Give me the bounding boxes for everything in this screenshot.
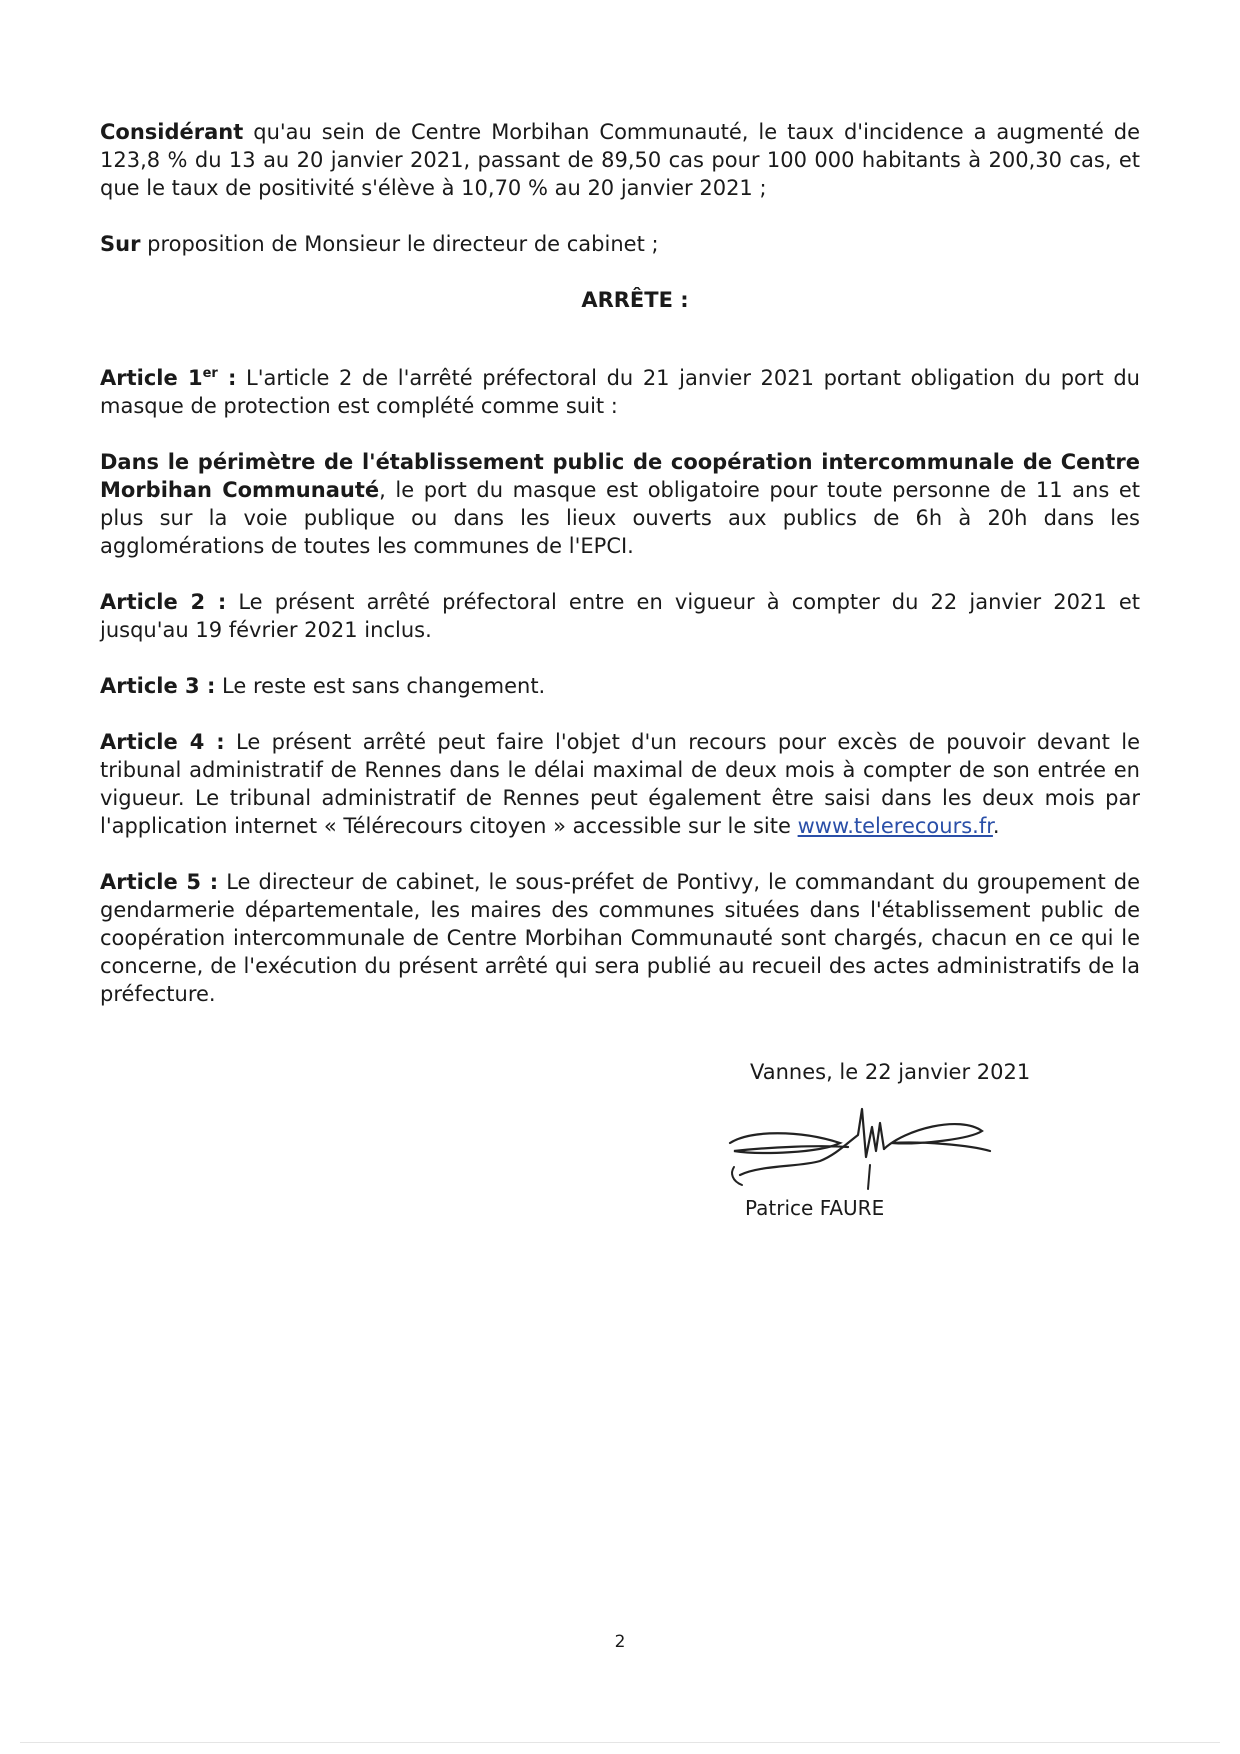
article-1-detail-lead: Dans le périmètre de l'établissement public de coopération intercommunale de Centre Morbihan Communauté	[100, 450, 1140, 502]
place-date: Vannes, le 22 janvier 2021	[750, 1060, 1031, 1084]
article-2	[100, 588, 1140, 644]
signature-icon	[720, 1105, 1000, 1205]
article-3-text: Le reste est sans changement.	[215, 674, 546, 698]
article-3	[100, 672, 1140, 700]
document-body	[100, 118, 1140, 1008]
article-1	[100, 364, 1140, 420]
article-4: Article 4 : Le présent arrêté peut faire l'objet d'un recours pour excès de pouvoir devant le tribunal administratif de Rennes dans le délai maximal de deux mois à compter de son entrée en vigueur. Le tribunal administratif de Rennes peut également être saisi dans les deux mois par l'application internet « Télérecours citoyen » accessible sur le site www.telerecours.fr.	[100, 730, 1140, 838]
page-number: 2	[614, 1632, 626, 1652]
considerant-text: qu'au sein de Centre Morbihan Communauté, le taux d'incidence a augmenté de 123,8 % du 13 au 20 janvier 2021, passant de 89,50 cas pour 100 000 habitants à 200,30 cas, et que le taux de positivité s'élève à 10,70 % au 20 janvier 2021 ;	[100, 120, 1140, 200]
article-4-label: Article 4 :	[100, 730, 225, 754]
telerecours-link[interactable]: www.telerecours.fr	[797, 814, 993, 838]
bottom-rule	[20, 1742, 1220, 1743]
article-5-label: Article 5 :	[100, 870, 219, 894]
article-1-text: L'article 2 de l'arrêté préfectoral du 21 janvier 2021 portant obligation du port du masque de protection est complété comme suit :	[100, 366, 1140, 418]
article-4-text: Le présent arrêté peut faire l'objet d'un recours pour excès de pouvoir devant le tribunal administratif de Rennes dans le délai maximal de deux mois à compter de son entrée en vigueur. Le tribunal administratif de Rennes peut également être saisi dans les deux mois par l'application internet « Télérecours citoyen » accessible sur le site	[100, 730, 1140, 838]
proposition-lead: Sur	[100, 232, 141, 256]
proposition-text: proposition de Monsieur le directeur de cabinet ;	[140, 232, 659, 256]
article-5-text: Le directeur de cabinet, le sous-préfet de Pontivy, le commandant du groupement de gendarmerie départementale, les maires des communes situées dans l'établissement public de coopération intercommunale de Centre Morbihan Communauté sont chargés, chacun en ce qui le concerne, de l'exécution du présent arrêté qui sera publié au recueil des actes administratifs de la préfecture.	[100, 870, 1140, 1006]
article-1-label: Article 1er :	[100, 366, 237, 390]
proposition-paragraph	[100, 230, 1140, 258]
article-1-detail	[100, 448, 1140, 560]
article-5	[100, 868, 1140, 1008]
considerant-paragraph	[100, 118, 1140, 202]
article-2-label: Article 2 :	[100, 590, 227, 614]
considerant-lead: Considérant	[100, 120, 244, 144]
article-2-text: Le présent arrêté préfectoral entre en vigueur à compter du 22 janvier 2021 et jusqu'au 19 février 2021 inclus.	[100, 590, 1140, 642]
article-3-label: Article 3 :	[100, 674, 216, 698]
signer-name: Patrice FAURE	[745, 1196, 885, 1220]
article-1-detail-text: , le port du masque est obligatoire pour toute personne de 11 ans et plus sur la voie publique ou dans les lieux ouverts aux publics de 6h à 20h dans les agglomérations de toutes les communes de l'EPCI.	[100, 478, 1141, 558]
arrete-heading: ARRÊTE :	[581, 288, 689, 312]
